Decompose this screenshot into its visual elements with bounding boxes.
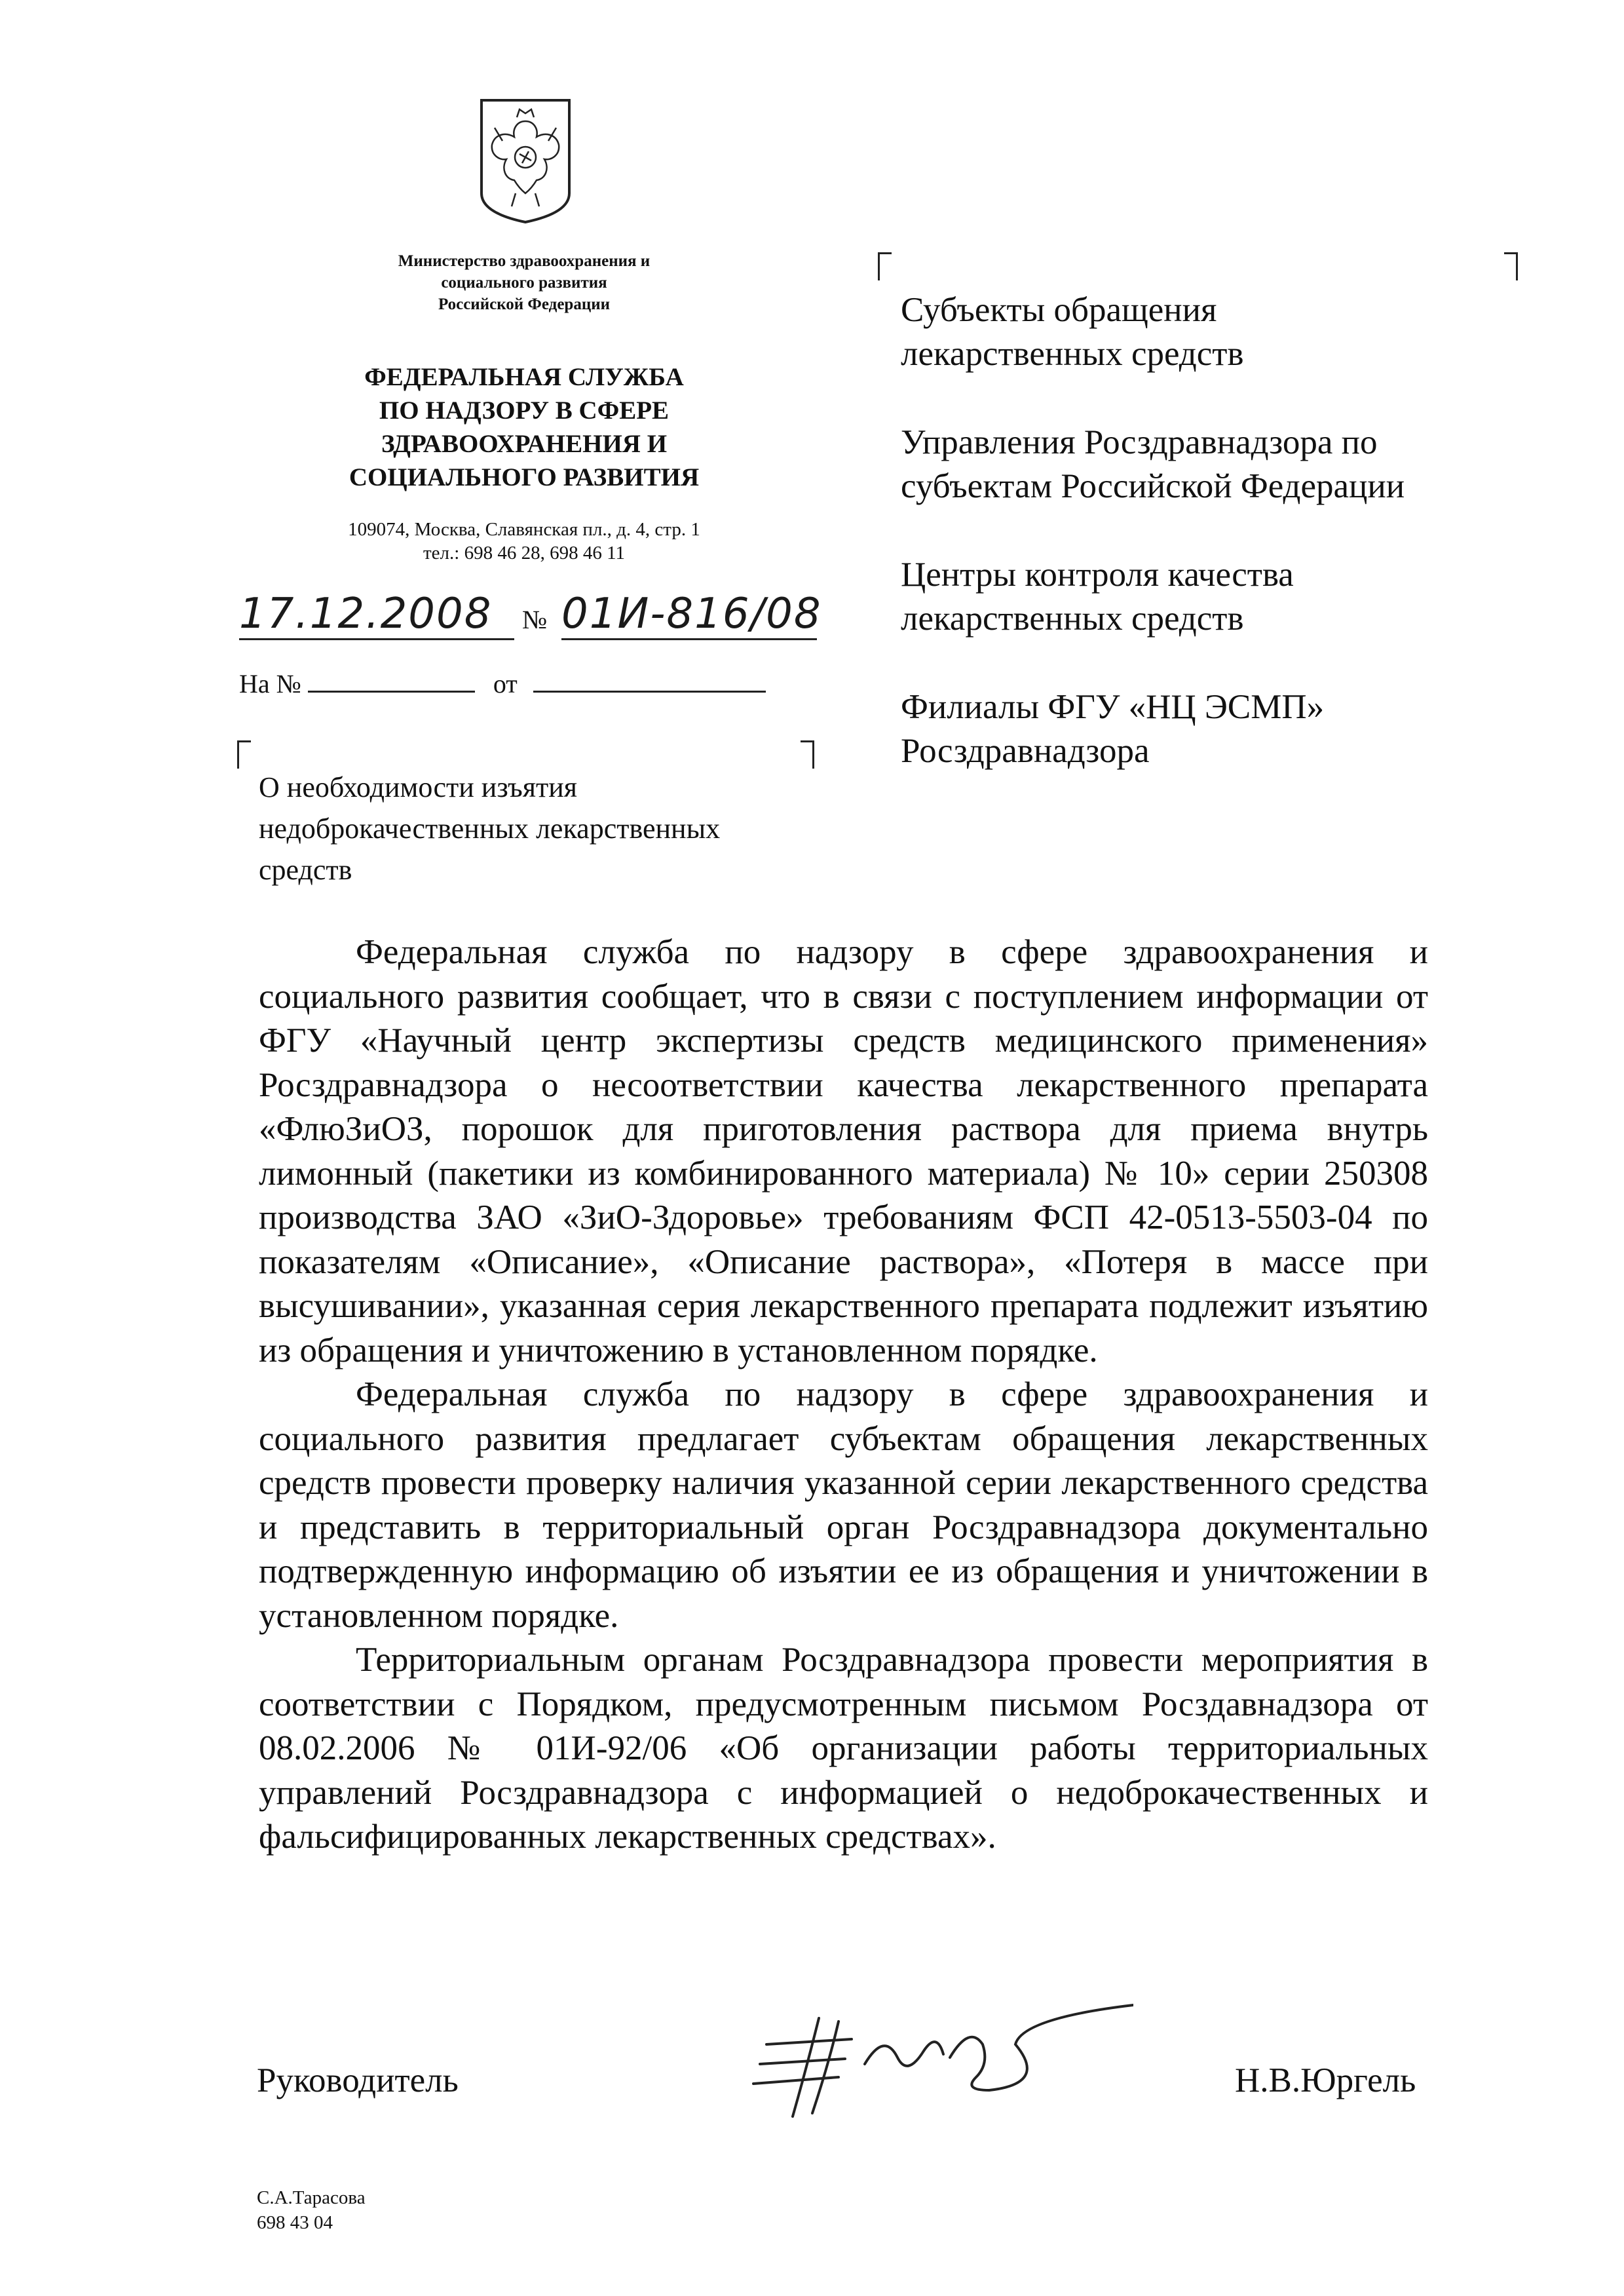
reply-to-label: На №	[239, 669, 301, 698]
phone-numbers: тел.: 698 46 28, 698 46 11	[423, 543, 625, 564]
handwritten-signature	[740, 1992, 1133, 2123]
reply-reference-line	[239, 668, 766, 699]
reply-number-blank	[308, 668, 475, 693]
registration-line	[239, 590, 829, 649]
addressee-list	[901, 288, 1556, 818]
from-label: от	[493, 669, 518, 698]
service-address	[275, 518, 773, 565]
letter-body	[259, 930, 1428, 1860]
executor-info	[257, 2185, 366, 2235]
subject-bracket-left	[237, 740, 251, 769]
letter-subject: О необходимости изъятия недоброкачественных лекарственных средств	[259, 771, 721, 886]
body-paragraph: Федеральная служба по надзору в сфере здравоохранения и социального развития предлагает субъектам обращения лекарственных средств провести проверку наличия указанной серии лекарственного средства и представить в территориальный орган Росздравнадзора документально подтвержденную информацию об изъятии ее из обращения и уничтожении в установленном порядке.	[259, 1375, 1428, 1635]
addressee-item: Филиалы ФГУ «НЦ ЭСМП» Росздравнадзора	[901, 688, 1325, 770]
registration-number: 01И-816/08	[561, 590, 817, 640]
body-paragraph: Территориальным органам Росздравнадзора провести мероприятия в соответствии с Порядком, предусмотренным письмом Росздавнадзора от 08.02.2006 № 01И-92/06 «Об организации работы территориальных управлений Росздравнадзора с информацией о недоброкачественных и фальсифицированных лекарственных средствах».	[259, 1641, 1428, 1856]
addressee-item: Центры контроля качества лекарственных средств	[901, 556, 1294, 638]
executor-name: С.А.Тарасова	[257, 2187, 366, 2208]
postal-address: 109074, Москва, Славянская пл., д. 4, стр. 1	[348, 519, 700, 540]
reply-date-blank	[533, 668, 766, 693]
addressee-item: Субъекты обращения лекарственных средств	[901, 291, 1244, 373]
signer-position: Руководитель	[257, 2061, 459, 2099]
executor-phone: 698 43 04	[257, 2212, 333, 2233]
subject-bracket-right	[801, 740, 814, 769]
number-sign: №	[522, 605, 548, 634]
registration-date: 17.12.2008	[239, 590, 514, 640]
coat-of-arms-emblem	[476, 95, 575, 226]
body-paragraph: Федеральная служба по надзору в сфере здравоохранения и социального развития сообщает, что в связи с поступлением информации от ФГУ «Научный центр экспертизы средств медицинского применения» Росздравнадзора о несоответствии качества лекарственного препарата «ФлюЗиОЗ, порошок для приготовления раствора для приема внутрь лимонный (пакетики из комбинированного материала) № 10» серии 250308 производства ЗАО «ЗиО-Здоровье» требованиям ФСП 42-0513-5503-04 по показателям «Описание», «Описание раствора», «Потеря в массе при высушивании», указанная серия лекарственного препарата подлежит изъятию из обращения и уничтожению в установленном порядке.	[259, 933, 1428, 1369]
ministry-name: Министерство здравоохранения и социального развития Российской Федерации	[398, 252, 651, 313]
addressee-bracket-right	[1504, 252, 1518, 280]
signer-name: Н.В.Юргель	[1235, 2061, 1416, 2099]
service-name: ФЕДЕРАЛЬНАЯ СЛУЖБА ПО НАДЗОРУ В СФЕРЕ ЗДРАВООХРАНЕНИЯ И СОЦИАЛЬНОГО РАЗВИТИЯ	[349, 363, 700, 491]
addressee-item: Управления Росздравнадзора по субъектам Российской Федерации	[901, 423, 1405, 505]
addressee-bracket-left	[878, 252, 892, 280]
